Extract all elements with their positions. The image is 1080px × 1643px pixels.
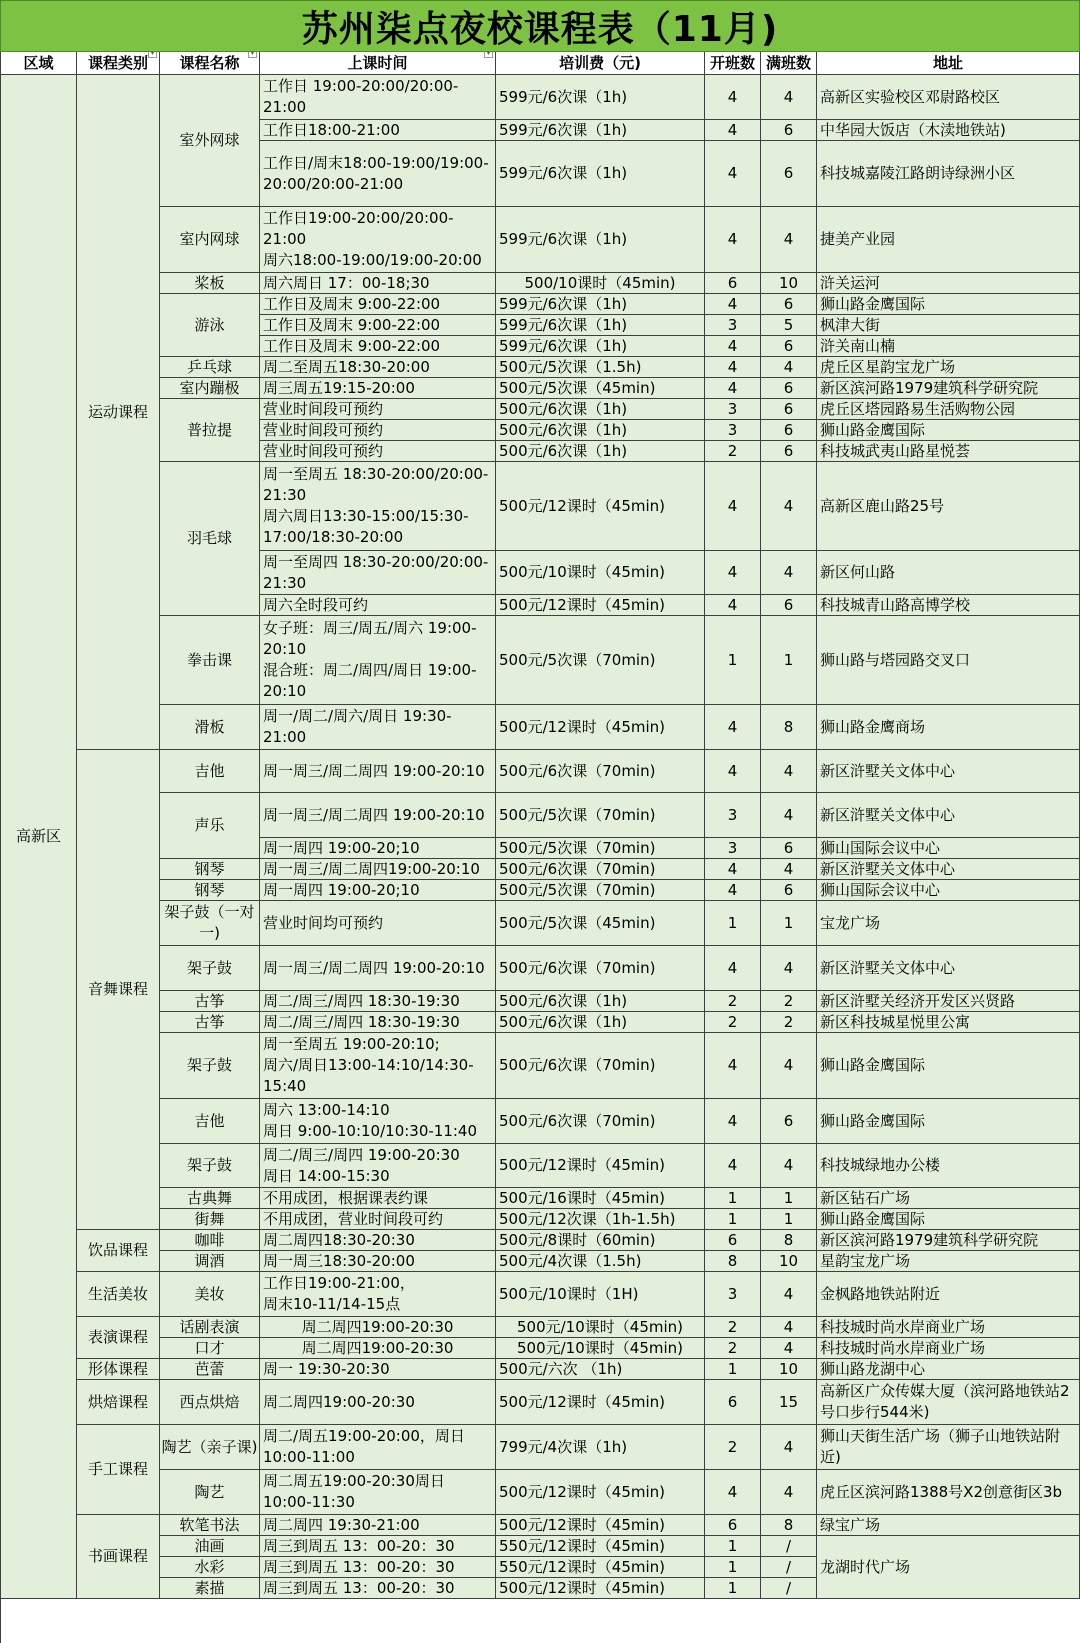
open-count-cell: 4 bbox=[705, 1470, 761, 1515]
fee-cell: 500元/6次课（70min) bbox=[496, 946, 705, 991]
course-name-cell: 陶艺（亲子课) bbox=[160, 1425, 260, 1470]
time-cell: 周一周三/周二周四 19:00-20:10 bbox=[260, 750, 496, 793]
full-count-cell: 10 bbox=[761, 1359, 817, 1380]
course-name-cell: 滑板 bbox=[160, 705, 260, 750]
open-count-cell: 4 bbox=[705, 946, 761, 991]
open-count-cell: 3 bbox=[705, 793, 761, 838]
time-cell: 周二/周五19:00-20:00，周日10:00-11:00 bbox=[260, 1425, 496, 1470]
fee-cell: 599元/6次课（1h) bbox=[496, 141, 705, 207]
sheet-title: 苏州柒点夜校课程表（11月) bbox=[0, 0, 1080, 52]
fee-cell: 799元/4次课（1h) bbox=[496, 1425, 705, 1470]
open-count-cell: 2 bbox=[705, 1338, 761, 1359]
fee-cell: 500元/6次课（70min) bbox=[496, 1033, 705, 1099]
open-count-cell: 4 bbox=[705, 120, 761, 141]
open-count-cell: 2 bbox=[705, 1317, 761, 1338]
course-name-cell: 室内网球 bbox=[160, 207, 260, 273]
fee-cell: 500元/5次课（70min) bbox=[496, 793, 705, 838]
course-name-cell: 西点烘焙 bbox=[160, 1380, 260, 1425]
course-name-cell: 吉他 bbox=[160, 750, 260, 793]
course-name-cell: 架子鼓 bbox=[160, 946, 260, 991]
course-name-cell: 乒乓球 bbox=[160, 357, 260, 378]
full-count-cell: 4 bbox=[761, 946, 817, 991]
course-name-cell: 拳击课 bbox=[160, 616, 260, 705]
fee-cell: 500元/6次课（70min) bbox=[496, 1099, 705, 1144]
open-count-cell: 2 bbox=[705, 1012, 761, 1033]
address-cell: 新区浒墅关文体中心 bbox=[817, 946, 1080, 991]
time-cell: 女子班：周三/周五/周六 19:00-20:10 混合班：周二/周四/周日 19:00-20:10 bbox=[260, 616, 496, 705]
open-count-cell: 1 bbox=[705, 1188, 761, 1209]
fee-cell: 500元/6次课（1h) bbox=[496, 399, 705, 420]
address-cell: 科技城时尚水岸商业广场 bbox=[817, 1317, 1080, 1338]
full-count-cell: 6 bbox=[761, 141, 817, 207]
time-cell: 工作日19:00-20:00/20:00-21:00 周六18:00-19:00/19:00-20:00 bbox=[260, 207, 496, 273]
fee-cell: 599元/6次课（1h) bbox=[496, 207, 705, 273]
full-count-cell: 4 bbox=[761, 859, 817, 880]
address-cell: 高新区广众传媒大厦（滨河路地铁站2号口步行544米) bbox=[817, 1380, 1080, 1425]
fee-cell: 500元/12课时（45min) bbox=[496, 1380, 705, 1425]
open-count-cell: 6 bbox=[705, 1515, 761, 1536]
course-name-cell: 古典舞 bbox=[160, 1188, 260, 1209]
time-cell: 周三到周五 13：00-20：30 bbox=[260, 1578, 496, 1599]
open-count-cell: 4 bbox=[705, 336, 761, 357]
fee-cell: 599元/6次课（1h) bbox=[496, 120, 705, 141]
course-name-cell: 室内蹦极 bbox=[160, 378, 260, 399]
open-count-cell: 1 bbox=[705, 616, 761, 705]
open-count-cell: 3 bbox=[705, 315, 761, 336]
full-count-cell: 6 bbox=[761, 838, 817, 859]
fee-cell: 500元/10课时（45min) bbox=[496, 551, 705, 595]
time-cell: 周一 19:30-20:30 bbox=[260, 1359, 496, 1380]
fee-cell: 500元/16课时（45min) bbox=[496, 1188, 705, 1209]
fee-cell: 500元/12次课（1h-1.5h) bbox=[496, 1209, 705, 1230]
course-name-cell: 古筝 bbox=[160, 1012, 260, 1033]
time-cell: 周一至周四 18:30-20:00/20:00-21:30 bbox=[260, 551, 496, 595]
full-count-cell: 6 bbox=[761, 595, 817, 616]
open-count-cell: 4 bbox=[705, 705, 761, 750]
open-count-cell: 4 bbox=[705, 462, 761, 551]
fee-cell: 500元/12课时（45min) bbox=[496, 462, 705, 551]
time-cell: 周二周四19:00-20:30 bbox=[260, 1338, 496, 1359]
full-count-cell: 6 bbox=[761, 336, 817, 357]
course-name-cell: 普拉提 bbox=[160, 399, 260, 462]
address-cell: 中华园大饭店（木渎地铁站) bbox=[817, 120, 1080, 141]
fee-cell: 500元/12课时（45min) bbox=[496, 595, 705, 616]
open-count-cell: 4 bbox=[705, 859, 761, 880]
fee-cell: 500元/5次课（70min) bbox=[496, 616, 705, 705]
time-cell: 周六 13:00-14:10 周日 9:00-10:10/10:30-11:40 bbox=[260, 1099, 496, 1144]
time-cell: 营业时间段可预约 bbox=[260, 441, 496, 462]
time-cell: 周六周日 17：00-18;30 bbox=[260, 273, 496, 294]
filter-dropdown-icon[interactable]: ▾ bbox=[148, 52, 157, 58]
header-time: 上课时间 ▾ bbox=[260, 52, 496, 75]
address-cell: 新区浒墅关文体中心 bbox=[817, 859, 1080, 880]
open-count-cell: 2 bbox=[705, 991, 761, 1012]
header-name: 课程名称 ▾ bbox=[160, 52, 260, 75]
address-cell: 狮山路金鹰国际 bbox=[817, 1033, 1080, 1099]
full-count-cell: 4 bbox=[761, 1470, 817, 1515]
category-cell: 形体课程 bbox=[77, 1359, 160, 1380]
filter-dropdown-icon[interactable]: ▾ bbox=[248, 52, 257, 58]
full-count-cell: 2 bbox=[761, 1012, 817, 1033]
address-cell: 科技城时尚水岸商业广场 bbox=[817, 1338, 1080, 1359]
address-cell: 狮山国际会议中心 bbox=[817, 880, 1080, 901]
course-name-cell: 古筝 bbox=[160, 991, 260, 1012]
fee-cell: 500元/6次课（1h) bbox=[496, 1012, 705, 1033]
open-count-cell: 3 bbox=[705, 1272, 761, 1317]
full-count-cell: / bbox=[761, 1557, 817, 1578]
time-cell: 周一至周五 18:30-20:00/20:00-21:30 周六周日13:30-15:00/15:30-17:00/18:30-20:00 bbox=[260, 462, 496, 551]
full-count-cell: 4 bbox=[761, 1033, 817, 1099]
course-name-cell: 水彩 bbox=[160, 1557, 260, 1578]
time-cell: 周一周四 19:00-20;10 bbox=[260, 880, 496, 901]
fee-cell: 500元/8课时（60min) bbox=[496, 1230, 705, 1251]
address-cell: 狮山路与塔园路交叉口 bbox=[817, 616, 1080, 705]
address-cell: 狮山路金鹰国际 bbox=[817, 420, 1080, 441]
address-cell: 科技城青山路高博学校 bbox=[817, 595, 1080, 616]
open-count-cell: 4 bbox=[705, 1033, 761, 1099]
category-cell: 饮品课程 bbox=[77, 1230, 160, 1272]
fee-cell: 500元/5次课（70min) bbox=[496, 838, 705, 859]
address-cell: 星韵宝龙广场 bbox=[817, 1251, 1080, 1272]
fee-cell: 500元/12课时（45min) bbox=[496, 1470, 705, 1515]
filter-dropdown-icon[interactable]: ▾ bbox=[484, 52, 493, 58]
address-cell: 新区浒墅关文体中心 bbox=[817, 750, 1080, 793]
time-cell: 周一周四 19:00-20;10 bbox=[260, 838, 496, 859]
fee-cell: 500元/六次 （1h) bbox=[496, 1359, 705, 1380]
fee-cell: 500元/6次课（1h) bbox=[496, 991, 705, 1012]
course-name-cell: 钢琴 bbox=[160, 880, 260, 901]
full-count-cell: 4 bbox=[761, 1425, 817, 1470]
full-count-cell: 6 bbox=[761, 420, 817, 441]
address-cell: 狮山国际会议中心 bbox=[817, 838, 1080, 859]
time-cell: 周一周三/周二周四 19:00-20:10 bbox=[260, 946, 496, 991]
full-count-cell: 4 bbox=[761, 793, 817, 838]
category-cell: 生活美妆 bbox=[77, 1272, 160, 1317]
time-cell: 不用成团，营业时间段可约 bbox=[260, 1209, 496, 1230]
time-cell: 周二周五19:00-20:30周日10:00-11:30 bbox=[260, 1470, 496, 1515]
time-cell: 工作日及周末 9:00-22:00 bbox=[260, 294, 496, 315]
time-cell: 周三到周五 13：00-20：30 bbox=[260, 1557, 496, 1578]
header-address: 地址 bbox=[817, 52, 1080, 75]
open-count-cell: 1 bbox=[705, 1209, 761, 1230]
time-cell: 周六全时段可约 bbox=[260, 595, 496, 616]
address-cell: 狮山路金鹰国际 bbox=[817, 1209, 1080, 1230]
full-count-cell: 4 bbox=[761, 750, 817, 793]
fee-cell: 500元/6次课（70min) bbox=[496, 859, 705, 880]
full-count-cell: 4 bbox=[761, 1144, 817, 1188]
fee-cell: 500元/12课时（45min) bbox=[496, 705, 705, 750]
open-count-cell: 1 bbox=[705, 1359, 761, 1380]
full-count-cell: 1 bbox=[761, 901, 817, 946]
full-count-cell: 6 bbox=[761, 294, 817, 315]
address-cell: 科技城武夷山路星悦荟 bbox=[817, 441, 1080, 462]
open-count-cell: 8 bbox=[705, 1251, 761, 1272]
address-cell: 科技城嘉陵江路朗诗绿洲小区 bbox=[817, 141, 1080, 207]
header-category: 课程类别 ▾ bbox=[77, 52, 160, 75]
fee-cell: 500元/12课时（45min) bbox=[496, 1578, 705, 1599]
course-name-cell: 油画 bbox=[160, 1536, 260, 1557]
course-name-cell: 钢琴 bbox=[160, 859, 260, 880]
fee-cell: 599元/6次课（1h) bbox=[496, 336, 705, 357]
full-count-cell: 4 bbox=[761, 357, 817, 378]
address-cell: 狮山路金鹰国际 bbox=[817, 294, 1080, 315]
fee-cell: 500元/12课时（45min) bbox=[496, 1144, 705, 1188]
address-cell: 狮山路龙湖中心 bbox=[817, 1359, 1080, 1380]
full-count-cell: / bbox=[761, 1536, 817, 1557]
full-count-cell: 6 bbox=[761, 1099, 817, 1144]
course-name-cell: 吉他 bbox=[160, 1099, 260, 1144]
time-cell: 周二/周三/周四 19:00-20:30 周日 14:00-15:30 bbox=[260, 1144, 496, 1188]
fee-cell: 550元/12课时（45min) bbox=[496, 1536, 705, 1557]
full-count-cell: 4 bbox=[761, 75, 817, 120]
address-cell: 宝龙广场 bbox=[817, 901, 1080, 946]
address-cell: 高新区鹿山路25号 bbox=[817, 462, 1080, 551]
address-cell: 新区浒墅关经济开发区兴贤路 bbox=[817, 991, 1080, 1012]
open-count-cell: 1 bbox=[705, 1578, 761, 1599]
time-cell: 工作日及周末 9:00-22:00 bbox=[260, 315, 496, 336]
full-count-cell: 4 bbox=[761, 462, 817, 551]
header-region: 区域 bbox=[1, 52, 77, 75]
address-cell: 龙湖时代广场 bbox=[817, 1536, 1080, 1599]
full-count-cell: 10 bbox=[761, 273, 817, 294]
address-cell: 狮山路金鹰国际 bbox=[817, 1099, 1080, 1144]
full-count-cell: 4 bbox=[761, 207, 817, 273]
open-count-cell: 3 bbox=[705, 838, 761, 859]
address-cell: 虎丘区星韵宝龙广场 bbox=[817, 357, 1080, 378]
time-cell: 工作日/周末18:00-19:00/19:00-20:00/20:00-21:00 bbox=[260, 141, 496, 207]
fee-cell: 500元/5次课（1.5h) bbox=[496, 357, 705, 378]
time-cell: 周一周三/周二周四19:00-20:10 bbox=[260, 859, 496, 880]
fee-cell: 500元/4次课（1.5h) bbox=[496, 1251, 705, 1272]
full-count-cell: 8 bbox=[761, 1515, 817, 1536]
time-cell: 工作日19:00-21:00， 周末10-11/14-15点 bbox=[260, 1272, 496, 1317]
full-count-cell: 10 bbox=[761, 1251, 817, 1272]
full-count-cell: 1 bbox=[761, 1188, 817, 1209]
address-cell: 绿宝广场 bbox=[817, 1515, 1080, 1536]
course-name-cell: 架子鼓 bbox=[160, 1144, 260, 1188]
open-count-cell: 3 bbox=[705, 399, 761, 420]
time-cell: 工作日及周末 9:00-22:00 bbox=[260, 336, 496, 357]
open-count-cell: 4 bbox=[705, 880, 761, 901]
full-count-cell: 1 bbox=[761, 616, 817, 705]
full-count-cell: 6 bbox=[761, 378, 817, 399]
open-count-cell: 1 bbox=[705, 1557, 761, 1578]
address-cell: 狮山天街生活广场（狮子山地铁站附近) bbox=[817, 1425, 1080, 1470]
address-cell: 枫津大街 bbox=[817, 315, 1080, 336]
time-cell: 周二周四 19:30-21:00 bbox=[260, 1515, 496, 1536]
open-count-cell: 4 bbox=[705, 357, 761, 378]
course-name-cell: 室外网球 bbox=[160, 75, 260, 207]
open-count-cell: 4 bbox=[705, 378, 761, 399]
fee-cell: 500/10课时（45min) bbox=[496, 273, 705, 294]
course-name-cell: 调酒 bbox=[160, 1251, 260, 1272]
fee-cell: 500元/12课时（45min) bbox=[496, 1515, 705, 1536]
course-name-cell: 陶艺 bbox=[160, 1470, 260, 1515]
course-name-cell: 话剧表演 bbox=[160, 1317, 260, 1338]
fee-cell: 500元/5次课（45min) bbox=[496, 901, 705, 946]
full-count-cell: / bbox=[761, 1578, 817, 1599]
address-cell: 科技城绿地办公楼 bbox=[817, 1144, 1080, 1188]
time-cell: 周三到周五 13：00-20：30 bbox=[260, 1536, 496, 1557]
header-fee: 培训费（元) bbox=[496, 52, 705, 75]
open-count-cell: 4 bbox=[705, 551, 761, 595]
open-count-cell: 4 bbox=[705, 750, 761, 793]
fee-cell: 550元/12课时（45min) bbox=[496, 1557, 705, 1578]
open-count-cell: 4 bbox=[705, 141, 761, 207]
time-cell: 周一周三18:30-20:00 bbox=[260, 1251, 496, 1272]
address-cell: 新区滨河路1979建筑科学研究院 bbox=[817, 378, 1080, 399]
time-cell: 周二/周三/周四 18:30-19:30 bbox=[260, 991, 496, 1012]
course-name-cell: 架子鼓 bbox=[160, 1033, 260, 1099]
full-count-cell: 4 bbox=[761, 1338, 817, 1359]
course-name-cell: 美妆 bbox=[160, 1272, 260, 1317]
address-cell: 捷美产业园 bbox=[817, 207, 1080, 273]
time-cell: 周二周四19:00-20:30 bbox=[260, 1317, 496, 1338]
fee-cell: 500元/6次课（1h) bbox=[496, 441, 705, 462]
fee-cell: 599元/6次课（1h) bbox=[496, 294, 705, 315]
open-count-cell: 6 bbox=[705, 273, 761, 294]
course-name-cell: 咖啡 bbox=[160, 1230, 260, 1251]
address-cell: 新区浒墅关文体中心 bbox=[817, 793, 1080, 838]
course-name-cell: 街舞 bbox=[160, 1209, 260, 1230]
open-count-cell: 4 bbox=[705, 294, 761, 315]
category-cell: 运动课程 bbox=[77, 75, 160, 750]
category-cell: 音舞课程 bbox=[77, 750, 160, 1230]
address-cell: 新区钻石广场 bbox=[817, 1188, 1080, 1209]
time-cell: 周三周五19:15-20:00 bbox=[260, 378, 496, 399]
fee-cell: 500元/10课时（1H) bbox=[496, 1272, 705, 1317]
address-cell: 新区滨河路1979建筑科学研究院 bbox=[817, 1230, 1080, 1251]
time-cell: 周二周四18:30-20:30 bbox=[260, 1230, 496, 1251]
fee-cell: 500元/5次课（70min) bbox=[496, 880, 705, 901]
time-cell: 不用成团，根据课表约课 bbox=[260, 1188, 496, 1209]
course-name-cell: 声乐 bbox=[160, 793, 260, 859]
full-count-cell: 6 bbox=[761, 399, 817, 420]
full-count-cell: 6 bbox=[761, 880, 817, 901]
time-cell: 周一至周五 19:00-20:10; 周六/周日13:00-14:10/14:30-15:40 bbox=[260, 1033, 496, 1099]
open-count-cell: 6 bbox=[705, 1380, 761, 1425]
open-count-cell: 4 bbox=[705, 75, 761, 120]
open-count-cell: 2 bbox=[705, 441, 761, 462]
category-cell: 书画课程 bbox=[77, 1515, 160, 1599]
course-name-cell: 游泳 bbox=[160, 294, 260, 357]
full-count-cell: 4 bbox=[761, 1317, 817, 1338]
time-cell: 营业时间均可预约 bbox=[260, 901, 496, 946]
time-cell: 周二周四19:00-20:30 bbox=[260, 1380, 496, 1425]
course-name-cell: 口才 bbox=[160, 1338, 260, 1359]
open-count-cell: 6 bbox=[705, 1230, 761, 1251]
fee-cell: 599元/6次课（1h) bbox=[496, 315, 705, 336]
full-count-cell: 6 bbox=[761, 120, 817, 141]
full-count-cell: 4 bbox=[761, 1272, 817, 1317]
open-count-cell: 4 bbox=[705, 1099, 761, 1144]
full-count-cell: 8 bbox=[761, 705, 817, 750]
fee-cell: 500元/10课时（45min) bbox=[496, 1338, 705, 1359]
open-count-cell: 3 bbox=[705, 420, 761, 441]
address-cell: 虎丘区塔园路易生活购物公园 bbox=[817, 399, 1080, 420]
time-cell: 营业时间段可预约 bbox=[260, 399, 496, 420]
full-count-cell: 6 bbox=[761, 441, 817, 462]
full-count-cell: 5 bbox=[761, 315, 817, 336]
time-cell: 周一周三/周二周四 19:00-20:10 bbox=[260, 793, 496, 838]
address-cell: 虎丘区滨河路1388号X2创意街区3b bbox=[817, 1470, 1080, 1515]
category-cell: 手工课程 bbox=[77, 1425, 160, 1515]
address-cell: 金枫路地铁站附近 bbox=[817, 1272, 1080, 1317]
course-name-cell: 软笔书法 bbox=[160, 1515, 260, 1536]
category-cell: 表演课程 bbox=[77, 1317, 160, 1359]
fee-cell: 500元/6次课（1h) bbox=[496, 420, 705, 441]
address-cell: 浒关南山楠 bbox=[817, 336, 1080, 357]
open-count-cell: 4 bbox=[705, 207, 761, 273]
fee-cell: 500元/6次课（70min) bbox=[496, 750, 705, 793]
time-cell: 周一/周二/周六/周日 19:30-21:00 bbox=[260, 705, 496, 750]
region-cell: 高新区 bbox=[1, 75, 77, 1599]
address-cell: 新区科技城星悦里公寓 bbox=[817, 1012, 1080, 1033]
address-cell: 高新区实验校区邓尉路校区 bbox=[817, 75, 1080, 120]
time-cell: 工作日 19:00-20:00/20:00-21:00 bbox=[260, 75, 496, 120]
full-count-cell: 4 bbox=[761, 551, 817, 595]
course-name-cell: 桨板 bbox=[160, 273, 260, 294]
full-count-cell: 1 bbox=[761, 1209, 817, 1230]
course-name-cell: 羽毛球 bbox=[160, 462, 260, 616]
time-cell: 周二至周五18:30-20:00 bbox=[260, 357, 496, 378]
address-cell: 新区何山路 bbox=[817, 551, 1080, 595]
address-cell: 狮山路金鹰商场 bbox=[817, 705, 1080, 750]
fee-cell: 599元/6次课（1h) bbox=[496, 75, 705, 120]
fee-cell: 500元/10课时（45min) bbox=[496, 1317, 705, 1338]
open-count-cell: 4 bbox=[705, 595, 761, 616]
course-name-cell: 芭蕾 bbox=[160, 1359, 260, 1380]
course-name-cell: 素描 bbox=[160, 1578, 260, 1599]
full-count-cell: 2 bbox=[761, 991, 817, 1012]
time-cell: 周二/周三/周四 18:30-19:30 bbox=[260, 1012, 496, 1033]
full-count-cell: 8 bbox=[761, 1230, 817, 1251]
open-count-cell: 1 bbox=[705, 901, 761, 946]
header-open: 开班数 bbox=[705, 52, 761, 75]
fee-cell: 500元/5次课（45min) bbox=[496, 378, 705, 399]
open-count-cell: 2 bbox=[705, 1425, 761, 1470]
time-cell: 营业时间段可预约 bbox=[260, 420, 496, 441]
open-count-cell: 1 bbox=[705, 1536, 761, 1557]
open-count-cell: 4 bbox=[705, 1144, 761, 1188]
address-cell: 浒关运河 bbox=[817, 273, 1080, 294]
category-cell: 烘焙课程 bbox=[77, 1380, 160, 1425]
time-cell: 工作日18:00-21:00 bbox=[260, 120, 496, 141]
full-count-cell: 15 bbox=[761, 1380, 817, 1425]
course-name-cell: 架子鼓（一对一) bbox=[160, 901, 260, 946]
header-full: 满班数 bbox=[761, 52, 817, 75]
